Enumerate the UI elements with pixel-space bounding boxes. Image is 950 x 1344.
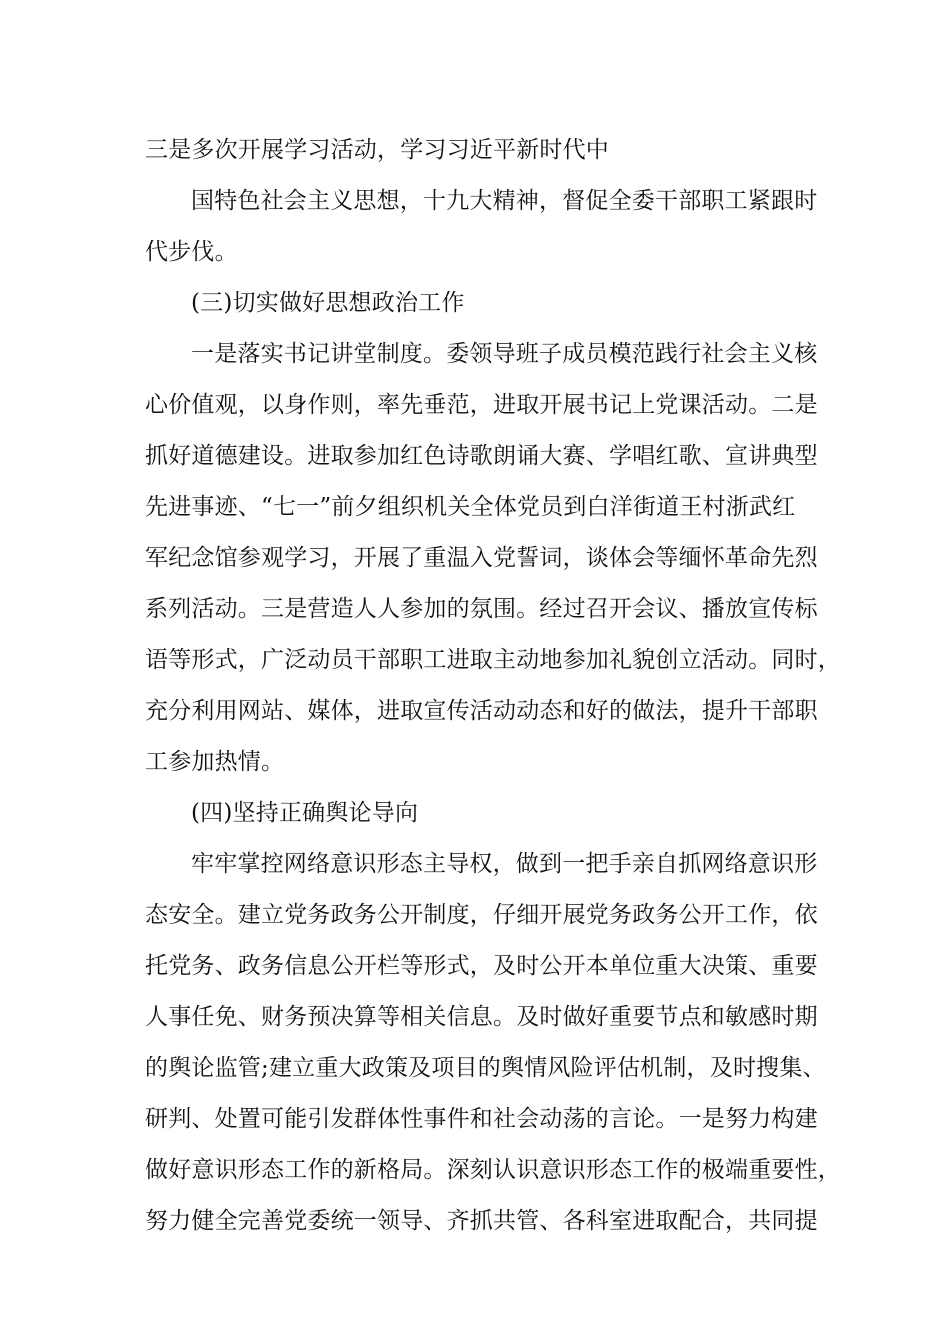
text-line: 军纪念馆参观学习，开展了重温入党誓词，谈体会等缅怀革命先烈	[145, 545, 818, 571]
text-line: 牢牢掌控网络意识形态主导权，做到一把手亲自抓网络意识形	[191, 851, 818, 877]
text-line: 语等形式，广泛动员干部职工进取主动地参加礼貌创立活动。同时，	[145, 647, 841, 673]
text-line: 研判、处置可能引发群体性事件和社会动荡的言论。一是努力构建	[145, 1106, 818, 1132]
text-line: 的舆论监管;建立重大政策及项目的舆情风险评估机制，及时搜集、	[145, 1055, 826, 1081]
text-line: 充分利用网站、媒体，进取宣传活动动态和好的做法，提升干部职	[145, 698, 818, 724]
section-heading: (四)坚持正确舆论导向	[191, 800, 419, 826]
text-line: 态安全。建立党务政务公开制度，仔细开展党务政务公开工作，依	[145, 902, 818, 928]
text-line: 抓好道德建设。进取参加红色诗歌朗诵大赛、学唱红歌、宣讲典型	[145, 443, 818, 469]
text-line: 心价值观，以身作则，率先垂范，进取开展书记上党课活动。二是	[145, 392, 818, 418]
text-line: 工参加热情。	[145, 749, 285, 775]
text-line: 托党务、政务信息公开栏等形式，及时公开本单位重大决策、重要	[145, 953, 818, 979]
text-line: 代步伐。	[145, 239, 238, 265]
text-line: 做好意识形态工作的新格局。深刻认识意识形态工作的极端重要性，	[145, 1157, 841, 1183]
text-line: 系列活动。三是营造人人参加的氛围。经过召开会议、播放宣传标	[145, 596, 818, 622]
text-line: 三是多次开展学习活动，学习习近平新时代中	[145, 137, 609, 163]
text-line: 努力健全完善党委统一领导、齐抓共管、各科室进取配合，共同提	[145, 1208, 818, 1234]
text-line: 人事任免、财务预决算等相关信息。及时做好重要节点和敏感时期	[145, 1004, 818, 1030]
section-heading: (三)切实做好思想政治工作	[191, 290, 465, 316]
text-line: 一是落实书记讲堂制度。委领导班子成员模范践行社会主义核	[191, 341, 818, 367]
text-line: 先进事迹、“七一”前夕组织机关全体党员到白洋街道王村浙武红	[145, 494, 796, 520]
text-line: 国特色社会主义思想，十九大精神，督促全委干部职工紧跟时	[191, 188, 818, 214]
